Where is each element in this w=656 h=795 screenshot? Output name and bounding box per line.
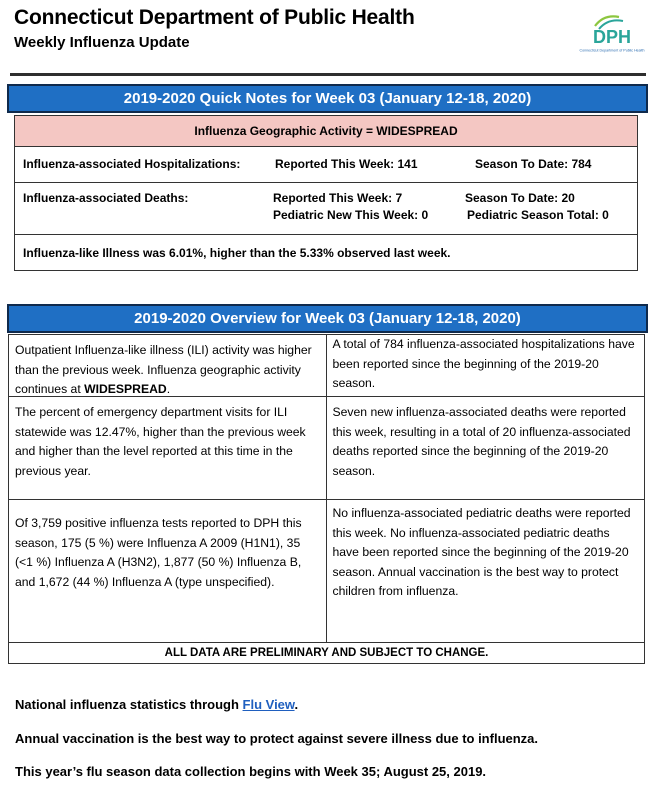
ili-text: Influenza-like Illness was 6.01%, higher than the 5.33% observed last week. xyxy=(23,245,451,260)
national-stats-period: . xyxy=(294,697,299,712)
death-season: Season To Date: 20 xyxy=(465,191,575,205)
quick-notes-table xyxy=(14,115,638,271)
season-start-line: This year’s flu season data collection begins with Week 35; August 25, 2019. xyxy=(15,764,487,779)
hosp-week: Reported This Week: 141 xyxy=(275,157,418,171)
hosp-season: Season To Date: 784 xyxy=(475,157,592,171)
page-title: Connecticut Department of Public Health xyxy=(14,6,415,29)
deaths-row xyxy=(15,183,637,235)
geo-activity-text: Influenza Geographic Activity = WIDESPREAD xyxy=(194,124,458,138)
overview-ed-cell: The percent of emergency department visits for ILI statewide was 12.47%, higher than the previous week and higher than the level reported at this time in the previous year. xyxy=(9,397,327,499)
overview-row xyxy=(9,500,644,643)
geo-activity-row xyxy=(15,116,637,147)
overview-table xyxy=(8,334,645,664)
header-divider xyxy=(10,73,646,76)
overview-row xyxy=(9,397,644,500)
overview-deaths-cell: Seven new influenza-associated deaths were reported this week, resulting in a total of 20 influenza-associated deaths reported since the beginning of the 2019-20 season. xyxy=(332,405,631,478)
flu-view-link[interactable]: Flu View xyxy=(242,697,295,712)
hosp-label: Influenza-associated Hospitalizations: xyxy=(23,157,241,171)
overview-pediatric-cell: No influenza-associated pediatric deaths were reported this week. No influenza-associated pediatric deaths have been reported since the beginning of the 2019-20 season. Annual vaccination is the best way to protect children from influenza. xyxy=(332,506,631,598)
overview-widespread: WIDESPREAD xyxy=(84,382,167,396)
overview-ili-cell xyxy=(9,335,327,396)
hospitalizations-row xyxy=(15,147,637,183)
national-stats-text: National influenza statistics through xyxy=(15,697,243,712)
vaccination-line: Annual vaccination is the best way to protect against severe illness due to influenza. xyxy=(15,731,539,746)
quick-notes-banner: 2019-2020 Quick Notes for Week 03 (January 12-18, 2020) xyxy=(7,84,648,113)
dph-logo xyxy=(579,12,645,60)
overview-ili-text: Outpatient Influenza-like illness (ILI) activity was higher than the previous week. Influenza geographic activity continues at xyxy=(15,343,312,396)
overview-tests-cell: Of 3,759 positive influenza tests reported to DPH this season, 175 (5 %) were Influenza A 2009 (H1N1), 35 (<1 %) Influenza A (H3N2), 1,877 (50 %) Influenza B, and 1,672 (44 %) Influenza A (type unspecified). xyxy=(9,500,327,642)
death-label: Influenza-associated Deaths: xyxy=(23,191,189,205)
overview-row xyxy=(9,335,644,397)
logo-text: DPH xyxy=(592,27,632,47)
logo-caption: Connecticut Department of Public Health xyxy=(579,48,645,53)
overview-banner: 2019-2020 Overview for Week 03 (January 12-18, 2020) xyxy=(7,304,648,333)
page-header xyxy=(14,6,415,51)
death-week: Reported This Week: 7 xyxy=(273,191,403,205)
ped-week: Pediatric New This Week: 0 xyxy=(273,208,429,222)
ped-season: Pediatric Season Total: 0 xyxy=(467,208,609,222)
national-stats-line xyxy=(15,697,298,712)
preliminary-data-notice: ALL DATA ARE PRELIMINARY AND SUBJECT TO CHANGE. xyxy=(164,647,489,659)
ili-row xyxy=(15,235,637,270)
dph-logo-icon xyxy=(579,12,645,60)
overview-ili-period: . xyxy=(166,382,171,396)
overview-hosp-cell: A total of 784 influenza-associated hospitalizations have been reported since the beginning of the 2019-20 season. xyxy=(332,337,635,390)
page-subtitle: Weekly Influenza Update xyxy=(14,34,190,51)
